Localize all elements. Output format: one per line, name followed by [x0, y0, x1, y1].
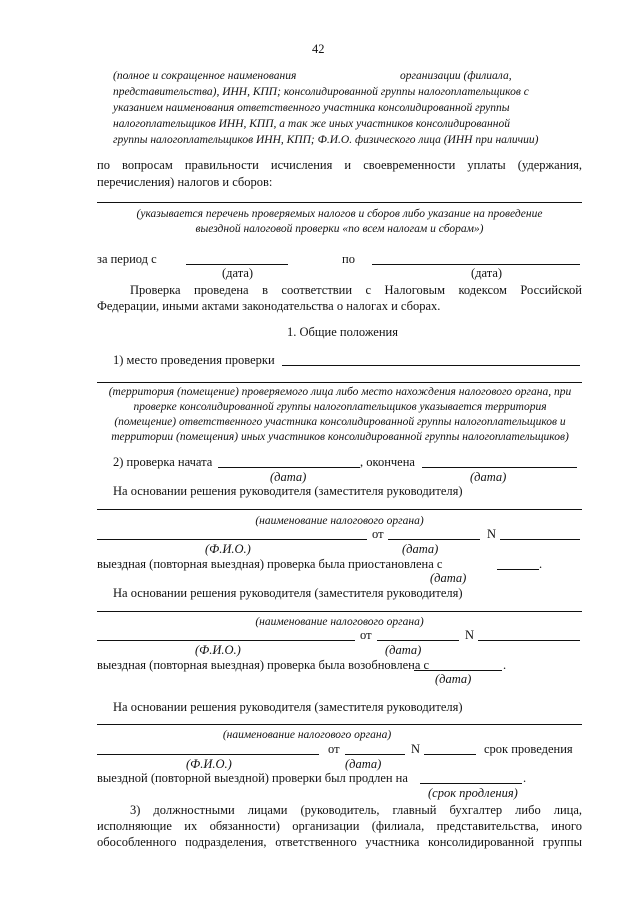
basis-label: На основании решения руководителя (заместителя руководителя)	[113, 484, 463, 498]
fio-caption: (Ф.И.О.)	[186, 757, 232, 771]
taxes-text-line: перечисления) налогов и сборов:	[97, 175, 273, 189]
resumed-end: .	[503, 658, 507, 672]
page-number: 42	[312, 42, 325, 56]
date-caption: (дата)	[471, 266, 503, 280]
fio-caption: (Ф.И.О.)	[195, 643, 241, 657]
number-label: N	[411, 742, 421, 756]
place-input-continuation[interactable]	[97, 382, 582, 383]
tax-authority-input[interactable]	[97, 509, 582, 510]
number-label: N	[487, 527, 497, 541]
fio-input[interactable]	[97, 754, 319, 755]
decision-number-input[interactable]	[424, 754, 476, 755]
org-note-line: организации (филиала,	[400, 70, 512, 82]
from-label: от	[328, 742, 340, 756]
extension-input[interactable]	[420, 783, 522, 784]
fio-caption: (Ф.И.О.)	[205, 542, 251, 556]
tax-authority-input[interactable]	[97, 724, 582, 725]
section-title: 1. Общие положения	[287, 325, 398, 339]
date-caption: (дата)	[385, 643, 422, 657]
org-note-line: указанием наименования ответственного участника консолидированной группы	[113, 102, 510, 114]
decision-date-input[interactable]	[345, 754, 405, 755]
date-caption: (дата)	[345, 757, 382, 771]
extension-caption: (срок продления)	[428, 786, 518, 800]
tax-authority-caption: (наименование налогового органа)	[255, 616, 424, 628]
period-to-input[interactable]	[372, 264, 580, 265]
org-note-line: представительства), ИНН, КПП; консолидированной группы налогоплательщиков с	[113, 86, 529, 98]
date-caption: (дата)	[270, 470, 307, 484]
fio-input[interactable]	[97, 539, 367, 540]
decision-number-input[interactable]	[478, 640, 580, 641]
basis-label: На основании решения руководителя (заместителя руководителя)	[113, 586, 463, 600]
from-label: от	[372, 527, 384, 541]
term-label: срок проведения	[484, 742, 573, 756]
end-date-input[interactable]	[422, 467, 577, 468]
from-label: от	[360, 628, 372, 642]
check-text-line: Проверка проведена в соответствии с Налоговым кодексом Российской	[130, 283, 582, 297]
tax-authority-caption: (наименование налогового органа)	[222, 729, 392, 741]
decision-number-input[interactable]	[500, 539, 580, 540]
extended-text: выездной (повторной выездной) проверки был продлен на	[97, 771, 408, 785]
extended-end: .	[523, 771, 527, 785]
place-label: 1) место проведения проверки	[113, 353, 275, 367]
org-note-line: (полное и сокращенное наименования	[113, 70, 297, 82]
suspended-end: .	[539, 557, 543, 571]
start-label: 2) проверка начата	[113, 455, 213, 469]
period-from-input[interactable]	[186, 264, 288, 265]
date-caption: (дата)	[222, 266, 254, 280]
officials-line: 3) должностными лицами (руководитель, главный бухгалтер либо лица,	[130, 803, 582, 817]
officials-line: обособленного подразделения, ответственного участника консолидированной группы	[97, 835, 582, 849]
check-text-line: Федерации, иными актами законодательства о налогах и сборах.	[97, 299, 441, 313]
date-caption: (дата)	[430, 571, 467, 585]
place-input[interactable]	[282, 365, 580, 366]
taxes-note-line: выездной налоговой проверки «по всем налогам и сборам»)	[195, 223, 484, 235]
taxes-input-line[interactable]	[97, 202, 582, 203]
number-label: N	[465, 628, 475, 642]
officials-line: исполняющие их обязанности) организации (филиала, представительства, иного	[97, 819, 582, 833]
place-note-line: (территория (помещение) проверяемого лица либо место нахождения налогового органа, при	[108, 386, 572, 398]
resumed-date-input[interactable]	[414, 670, 502, 671]
decision-date-input[interactable]	[388, 539, 480, 540]
place-note-line: проверке консолидированной группы налогоплательщиков указывается территория	[133, 401, 547, 413]
decision-date-input[interactable]	[377, 640, 459, 641]
suspended-text: выездная (повторная выездная) проверка была приостановлена с	[97, 557, 443, 571]
period-from-label: за период с	[97, 252, 157, 266]
end-label: , окончена	[360, 455, 415, 469]
tax-authority-input[interactable]	[97, 611, 582, 612]
date-caption: (дата)	[470, 470, 507, 484]
place-note-line: (помещение) ответственного участника консолидированной группы налогоплательщиков и	[114, 416, 566, 428]
tax-authority-caption: (наименование налогового органа)	[255, 515, 424, 527]
date-caption: (дата)	[435, 672, 472, 686]
resumed-text: выездная (повторная выездная) проверка была возобновлена с	[97, 658, 430, 672]
start-date-input[interactable]	[218, 467, 360, 468]
taxes-note-line: (указывается перечень проверяемых налогов и сборов либо указание на проведение	[136, 208, 543, 220]
period-to-label: по	[342, 252, 355, 266]
org-note-line: налогоплательщиков ИНН, КПП, а так же иных участников консолидированной	[113, 118, 510, 130]
date-caption: (дата)	[402, 542, 439, 556]
org-note-line: группы налогоплательщиков ИНН, КПП; Ф.И.О. физического лица (ИНН при наличии)	[113, 134, 539, 146]
fio-input[interactable]	[97, 640, 355, 641]
place-note-line: территории (помещения) иных участников консолидированной группы налогоплательщиков)	[111, 431, 569, 443]
suspended-date-input[interactable]	[497, 569, 539, 570]
taxes-text-line: по вопросам правильности исчисления и своевременности уплаты (удержания,	[97, 158, 582, 172]
basis-label: На основании решения руководителя (заместителя руководителя)	[113, 700, 463, 714]
